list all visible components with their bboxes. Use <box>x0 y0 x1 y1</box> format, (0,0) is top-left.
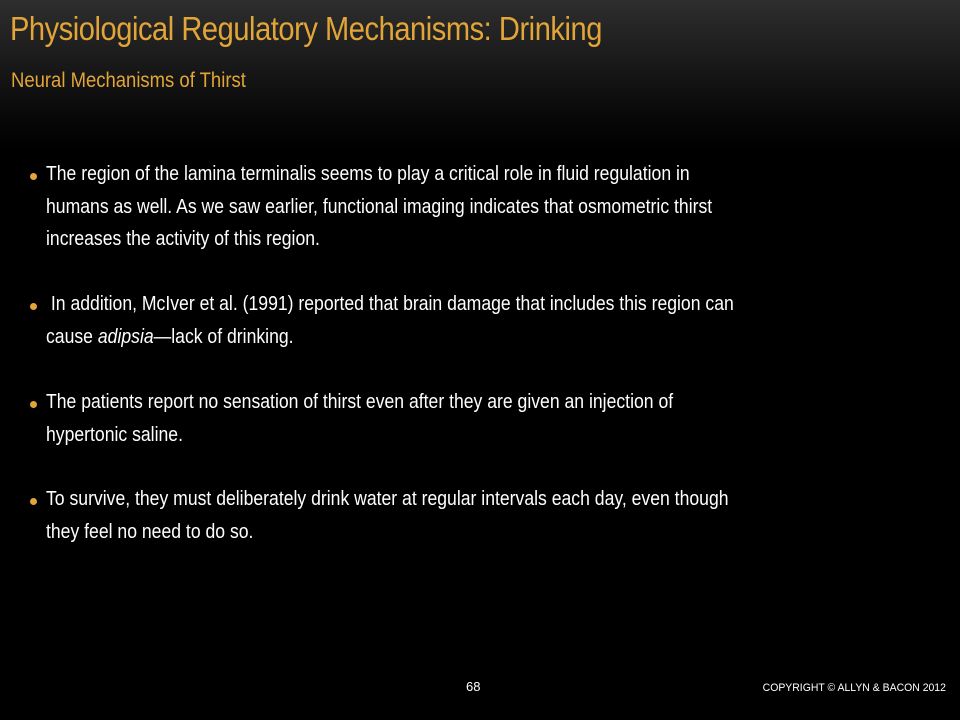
copyright-notice: COPYRIGHT © ALLYN & BACON 2012 <box>762 682 946 694</box>
term-adipsia: adipsia <box>97 325 154 348</box>
bullet-dot-icon <box>30 173 37 180</box>
bullet-line: To survive, they must deliberately drink water at regular intervals each day, even though <box>46 488 729 510</box>
bullet-line: The patients report no sensation of thirst even after they are given an injection of <box>46 391 674 413</box>
slide-subtitle: Neural Mechanisms of Thirst <box>11 69 246 92</box>
bullet-line: The region of the lamina terminalis seems to play a critical role in fluid regulation in <box>46 163 690 185</box>
page-number: 68 <box>466 679 481 694</box>
bullet-line: increases the activity of this region. <box>46 228 320 250</box>
bullet-text <box>46 483 935 548</box>
bullet-line-suffix: —lack of drinking. <box>153 325 294 348</box>
bullet-text <box>46 288 935 353</box>
bullet-line <box>46 321 935 354</box>
slide-title: Physiological Regulatory Mechanisms: Drinking <box>10 10 602 47</box>
bullet-line: they feel no need to do so. <box>46 520 254 543</box>
bullet-dot-icon <box>30 498 37 505</box>
bullet-line: In addition, McIver et al. (1991) reported that brain damage that includes this region can <box>46 293 734 315</box>
bullet-line: humans as well. As we saw earlier, functional imaging indicates that osmometric thirst <box>46 195 713 218</box>
bullet-dot-icon <box>30 401 37 408</box>
bullet-line-prefix: cause <box>46 325 98 348</box>
bullet-line: hypertonic saline. <box>46 423 183 446</box>
bullet-text <box>46 158 935 256</box>
bullet-text <box>46 386 935 451</box>
bullet-dot-icon <box>30 303 37 310</box>
